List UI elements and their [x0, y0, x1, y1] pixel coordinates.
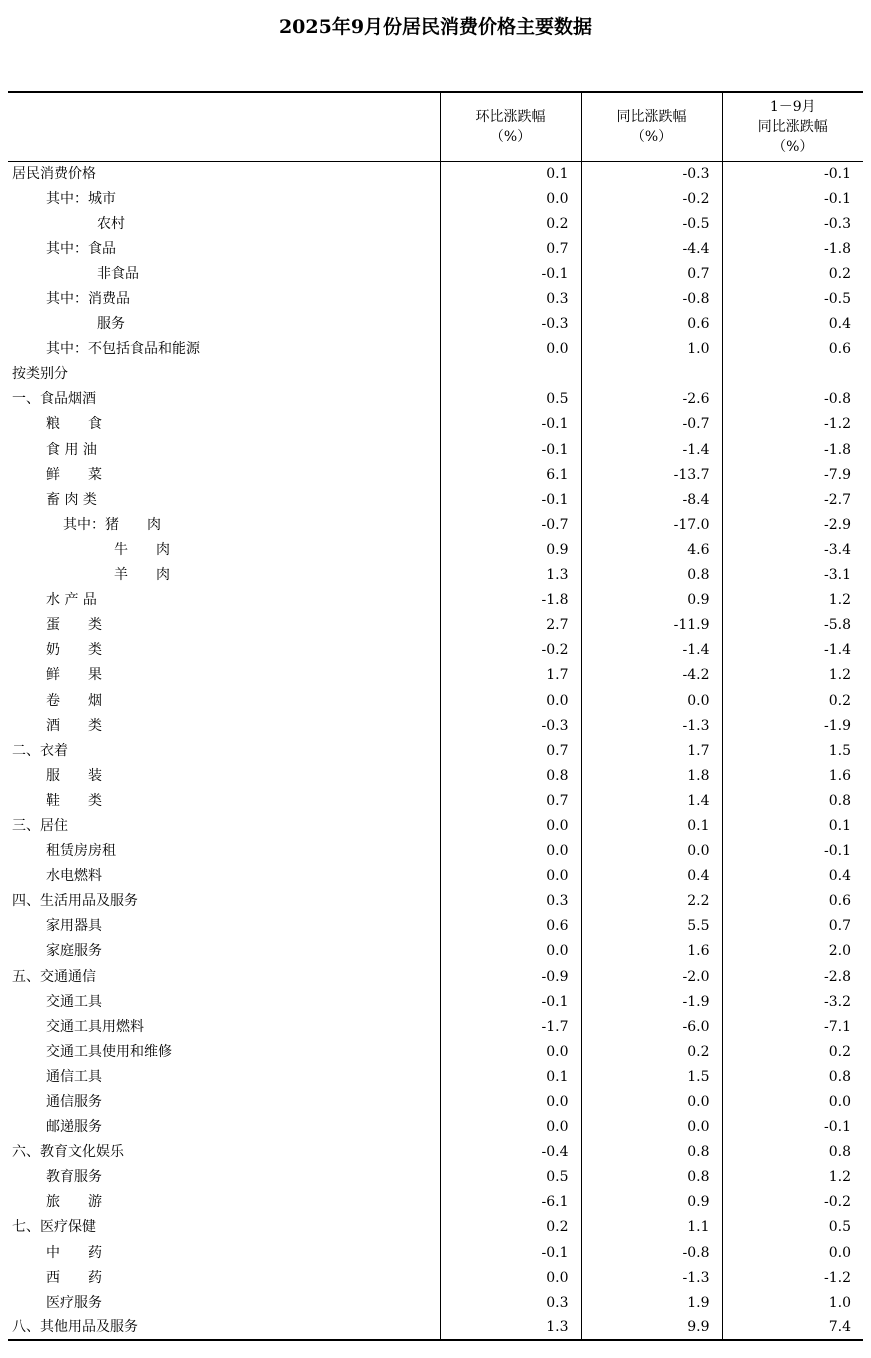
- cell-ytd: 7.4: [722, 1315, 863, 1340]
- table-row: [8, 186, 863, 211]
- cell-mom: 0.0: [440, 839, 581, 864]
- row-label: 畜 肉 类: [46, 491, 97, 508]
- cell-yoy: 0.0: [581, 1089, 722, 1114]
- row-label: 酒 类: [46, 717, 102, 734]
- cell-mom: -0.1: [440, 989, 581, 1014]
- cell-mom: -6.1: [440, 1190, 581, 1215]
- cell-ytd: -1.2: [722, 412, 863, 437]
- header-ytd: [722, 92, 863, 161]
- cell-yoy: 1.0: [581, 337, 722, 362]
- table-row: [8, 713, 863, 738]
- table-row: [8, 236, 863, 261]
- cell-ytd: -3.2: [722, 989, 863, 1014]
- row-label: 食 用 油: [46, 441, 97, 458]
- cell-yoy: 1.4: [581, 788, 722, 813]
- cell-ytd: -1.8: [722, 236, 863, 261]
- row-label: 水 产 品: [46, 592, 97, 609]
- cell-mom: 0.0: [440, 688, 581, 713]
- table-row: [8, 839, 863, 864]
- cell-ytd: 1.2: [722, 1165, 863, 1190]
- row-label: 农村: [97, 215, 125, 232]
- cell-ytd: -7.1: [722, 1014, 863, 1039]
- cell-ytd: -2.8: [722, 964, 863, 989]
- table-row: [8, 211, 863, 236]
- cell-ytd: -0.8: [722, 387, 863, 412]
- cell-mom: 0.0: [440, 186, 581, 211]
- header-yoy-line-2: （%）: [630, 128, 673, 145]
- cell-mom: -0.4: [440, 1140, 581, 1165]
- row-label: 其中：城市: [46, 190, 116, 207]
- row-label: 卷 烟: [46, 692, 102, 709]
- cell-mom: -0.3: [440, 312, 581, 337]
- table-row: [8, 1315, 863, 1340]
- cell-yoy: 0.9: [581, 588, 722, 613]
- table-row: [8, 1240, 863, 1265]
- cell-mom: 0.5: [440, 1165, 581, 1190]
- row-label: 租赁房房租: [46, 843, 116, 860]
- table-row: [8, 1290, 863, 1315]
- table-row: [8, 161, 863, 186]
- cell-ytd: 0.0: [722, 1089, 863, 1114]
- page-title: 2025年9月份居民消费价格主要数据: [278, 16, 593, 38]
- header-mom: [440, 92, 581, 161]
- table-row: [8, 613, 863, 638]
- row-label: 二、衣着: [12, 742, 68, 759]
- cell-mom: 0.0: [440, 337, 581, 362]
- cell-ytd: 0.6: [722, 889, 863, 914]
- cell-ytd: -1.8: [722, 437, 863, 462]
- row-label: 羊 肉: [114, 567, 170, 584]
- cell-mom: -1.8: [440, 588, 581, 613]
- row-label: 水电燃料: [46, 868, 102, 885]
- cell-yoy: -0.2: [581, 186, 722, 211]
- cell-mom: -0.3: [440, 713, 581, 738]
- cell-mom: 0.0: [440, 1265, 581, 1290]
- cell-ytd: -5.8: [722, 613, 863, 638]
- cell-yoy: 1.7: [581, 738, 722, 763]
- cell-ytd: -3.4: [722, 537, 863, 562]
- cell-yoy: 1.5: [581, 1064, 722, 1089]
- row-label: 中 药: [46, 1244, 102, 1261]
- cell-ytd: 0.4: [722, 312, 863, 337]
- cell-yoy: -8.4: [581, 487, 722, 512]
- cell-yoy: -1.3: [581, 1265, 722, 1290]
- cell-yoy: 0.8: [581, 1165, 722, 1190]
- header-yoy-line-1: 同比涨跌幅: [616, 108, 687, 125]
- cell-mom: 6.1: [440, 462, 581, 487]
- header-mom-line-2: （%）: [489, 128, 532, 145]
- cell-ytd: 1.6: [722, 763, 863, 788]
- table-row: [8, 964, 863, 989]
- table-row: [8, 1140, 863, 1165]
- table-row: [8, 312, 863, 337]
- table-row: [8, 688, 863, 713]
- table-row: [8, 1190, 863, 1215]
- cell-yoy: 1.1: [581, 1215, 722, 1240]
- row-label: 按类别分: [12, 366, 68, 383]
- table-row: [8, 889, 863, 914]
- cell-ytd: -1.9: [722, 713, 863, 738]
- cell-ytd: 0.2: [722, 688, 863, 713]
- row-label: 居民消费价格: [12, 165, 96, 182]
- cell-yoy: -0.8: [581, 286, 722, 311]
- row-label: 通信服务: [46, 1094, 102, 1111]
- cell-mom: 0.6: [440, 914, 581, 939]
- table-row: [8, 362, 863, 387]
- cell-yoy: 0.1: [581, 813, 722, 838]
- table-row: [8, 638, 863, 663]
- cell-mom: 0.8: [440, 763, 581, 788]
- table-row: [8, 989, 863, 1014]
- cell-mom: 0.0: [440, 939, 581, 964]
- cell-mom: 1.3: [440, 563, 581, 588]
- header-mom-line-1: 环比涨跌幅: [475, 108, 546, 125]
- cell-ytd: -0.1: [722, 161, 863, 186]
- table-row: [8, 1215, 863, 1240]
- cell-mom: 1.3: [440, 1315, 581, 1340]
- table-row: [8, 1014, 863, 1039]
- row-label: 非食品: [97, 265, 139, 282]
- cell-ytd: [722, 362, 863, 387]
- cpi-data-table: [8, 91, 863, 1341]
- cell-mom: 0.3: [440, 1290, 581, 1315]
- cell-ytd: 0.8: [722, 788, 863, 813]
- cell-yoy: 4.6: [581, 537, 722, 562]
- cell-yoy: 0.6: [581, 312, 722, 337]
- table-row: [8, 286, 863, 311]
- cell-mom: 1.7: [440, 663, 581, 688]
- cell-yoy: -17.0: [581, 512, 722, 537]
- table-row: [8, 763, 863, 788]
- header-yoy: [581, 92, 722, 161]
- row-label: 奶 类: [46, 642, 102, 659]
- cell-yoy: 0.7: [581, 261, 722, 286]
- cell-yoy: -11.9: [581, 613, 722, 638]
- row-label: 交通工具使用和维修: [46, 1043, 172, 1060]
- cell-yoy: -0.5: [581, 211, 722, 236]
- cell-yoy: 0.8: [581, 1140, 722, 1165]
- row-label: 一、食品烟酒: [12, 391, 96, 408]
- table-row: [8, 437, 863, 462]
- cell-mom: -1.7: [440, 1014, 581, 1039]
- cell-mom: 0.5: [440, 387, 581, 412]
- cell-mom: 0.2: [440, 211, 581, 236]
- cell-yoy: 5.5: [581, 914, 722, 939]
- cell-mom: -0.2: [440, 638, 581, 663]
- cell-mom: 0.3: [440, 286, 581, 311]
- row-label: 六、教育文化娱乐: [12, 1144, 124, 1161]
- table-row: [8, 1064, 863, 1089]
- row-label: 服 装: [46, 767, 102, 784]
- cell-ytd: 0.4: [722, 864, 863, 889]
- cell-ytd: -0.3: [722, 211, 863, 236]
- table-header-row: [8, 92, 863, 161]
- cell-mom: 0.7: [440, 738, 581, 763]
- cell-yoy: 0.8: [581, 563, 722, 588]
- header-item-column: [8, 92, 440, 161]
- cell-ytd: 0.5: [722, 1215, 863, 1240]
- cell-ytd: -7.9: [722, 462, 863, 487]
- cell-ytd: 0.0: [722, 1240, 863, 1265]
- cell-ytd: -0.2: [722, 1190, 863, 1215]
- cell-ytd: 0.1: [722, 813, 863, 838]
- cell-ytd: 0.8: [722, 1064, 863, 1089]
- cell-ytd: -0.1: [722, 1115, 863, 1140]
- table-row: [8, 1039, 863, 1064]
- cell-yoy: -2.0: [581, 964, 722, 989]
- row-label: 三、居住: [12, 817, 68, 834]
- table-row: [8, 914, 863, 939]
- row-label: 邮递服务: [46, 1119, 102, 1136]
- table-row: [8, 337, 863, 362]
- cell-yoy: 1.9: [581, 1290, 722, 1315]
- cell-yoy: 1.8: [581, 763, 722, 788]
- row-label: 家用器具: [46, 918, 102, 935]
- cell-mom: 0.9: [440, 537, 581, 562]
- cell-mom: 0.0: [440, 1115, 581, 1140]
- table-row: [8, 563, 863, 588]
- cell-ytd: -1.2: [722, 1265, 863, 1290]
- cell-ytd: 0.7: [722, 914, 863, 939]
- cell-yoy: 0.9: [581, 1190, 722, 1215]
- cell-ytd: -0.1: [722, 186, 863, 211]
- cell-yoy: 9.9: [581, 1315, 722, 1340]
- table-row: [8, 939, 863, 964]
- row-label: 西 药: [46, 1269, 102, 1286]
- cell-mom: -0.1: [440, 437, 581, 462]
- row-label: 其中：猪 肉: [63, 516, 161, 533]
- cell-yoy: -0.8: [581, 1240, 722, 1265]
- cell-yoy: 2.2: [581, 889, 722, 914]
- cell-mom: -0.1: [440, 261, 581, 286]
- cell-mom: -0.7: [440, 512, 581, 537]
- cell-ytd: 1.5: [722, 738, 863, 763]
- cell-ytd: 0.2: [722, 1039, 863, 1064]
- cell-mom: 0.1: [440, 1064, 581, 1089]
- row-label: 交通工具用燃料: [46, 1018, 144, 1035]
- table-row: [8, 788, 863, 813]
- row-label: 四、生活用品及服务: [12, 893, 138, 910]
- table-row: [8, 462, 863, 487]
- row-label: 教育服务: [46, 1169, 102, 1186]
- table-row: [8, 261, 863, 286]
- cell-ytd: -3.1: [722, 563, 863, 588]
- cell-mom: -0.9: [440, 964, 581, 989]
- cell-mom: 0.0: [440, 1039, 581, 1064]
- cell-ytd: 0.6: [722, 337, 863, 362]
- cell-yoy: -2.6: [581, 387, 722, 412]
- table-body: [8, 161, 863, 1340]
- row-label: 家庭服务: [46, 943, 102, 960]
- row-label: 服务: [97, 316, 125, 333]
- cell-mom: 0.3: [440, 889, 581, 914]
- cell-mom: -0.1: [440, 487, 581, 512]
- cell-mom: 0.1: [440, 161, 581, 186]
- table-row: [8, 537, 863, 562]
- table-row: [8, 588, 863, 613]
- cell-ytd: 0.2: [722, 261, 863, 286]
- table-row: [8, 1089, 863, 1114]
- row-label: 粮 食: [46, 416, 102, 433]
- cell-yoy: -1.4: [581, 437, 722, 462]
- table-row: [8, 387, 863, 412]
- cell-ytd: 1.2: [722, 663, 863, 688]
- cell-yoy: -4.4: [581, 236, 722, 261]
- table-row: [8, 1115, 863, 1140]
- table-row: [8, 813, 863, 838]
- cell-yoy: -0.7: [581, 412, 722, 437]
- row-label: 其中：食品: [46, 240, 116, 257]
- table-row: [8, 663, 863, 688]
- cell-yoy: 0.0: [581, 839, 722, 864]
- cell-yoy: 0.0: [581, 688, 722, 713]
- table-row: [8, 412, 863, 437]
- cell-yoy: 1.6: [581, 939, 722, 964]
- row-label: 鲜 果: [46, 667, 102, 684]
- row-label: 牛 肉: [114, 541, 170, 558]
- cell-yoy: 0.2: [581, 1039, 722, 1064]
- table-row: [8, 487, 863, 512]
- cell-ytd: 0.8: [722, 1140, 863, 1165]
- cell-mom: 0.7: [440, 236, 581, 261]
- cell-mom: 0.0: [440, 1089, 581, 1114]
- row-label: 其中：消费品: [46, 291, 130, 308]
- row-label: 医疗服务: [46, 1294, 102, 1311]
- row-label: 鞋 类: [46, 792, 102, 809]
- cell-ytd: -0.5: [722, 286, 863, 311]
- cell-yoy: 0.0: [581, 1115, 722, 1140]
- cell-mom: 0.0: [440, 864, 581, 889]
- table-row: [8, 1265, 863, 1290]
- row-label: 旅 游: [46, 1194, 102, 1211]
- cell-ytd: 1.2: [722, 588, 863, 613]
- cell-mom: -0.1: [440, 412, 581, 437]
- cell-yoy: -1.4: [581, 638, 722, 663]
- cell-yoy: -4.2: [581, 663, 722, 688]
- table-row: [8, 864, 863, 889]
- cell-mom: [440, 362, 581, 387]
- row-label: 蛋 类: [46, 617, 102, 634]
- header-ytd-line-3: （%）: [772, 138, 814, 155]
- table-row: [8, 512, 863, 537]
- header-ytd-line-1: 1－9月: [769, 98, 816, 115]
- row-label: 其中：不包括食品和能源: [46, 341, 200, 358]
- cell-ytd: 1.0: [722, 1290, 863, 1315]
- cell-yoy: -13.7: [581, 462, 722, 487]
- cell-mom: 0.7: [440, 788, 581, 813]
- cell-ytd: -2.9: [722, 512, 863, 537]
- row-label: 七、医疗保健: [12, 1219, 96, 1236]
- cell-mom: 0.2: [440, 1215, 581, 1240]
- row-label: 八、其他用品及服务: [8, 1315, 440, 1340]
- header-ytd-line-2: 同比涨跌幅: [757, 118, 828, 135]
- cell-ytd: -1.4: [722, 638, 863, 663]
- cell-yoy: 0.4: [581, 864, 722, 889]
- cell-mom: -0.1: [440, 1240, 581, 1265]
- table-row: [8, 1165, 863, 1190]
- table-row: [8, 738, 863, 763]
- cell-yoy: -0.3: [581, 161, 722, 186]
- cell-mom: 0.0: [440, 813, 581, 838]
- cell-yoy: -1.3: [581, 713, 722, 738]
- cell-yoy: -6.0: [581, 1014, 722, 1039]
- row-label: 交通工具: [46, 993, 102, 1010]
- cell-ytd: -0.1: [722, 839, 863, 864]
- cell-ytd: -2.7: [722, 487, 863, 512]
- row-label: 通信工具: [46, 1068, 102, 1085]
- cell-yoy: -1.9: [581, 989, 722, 1014]
- row-label: 五、交通通信: [12, 968, 96, 985]
- cell-yoy: [581, 362, 722, 387]
- cell-mom: 2.7: [440, 613, 581, 638]
- row-label: 鲜 菜: [46, 466, 102, 483]
- cell-ytd: 2.0: [722, 939, 863, 964]
